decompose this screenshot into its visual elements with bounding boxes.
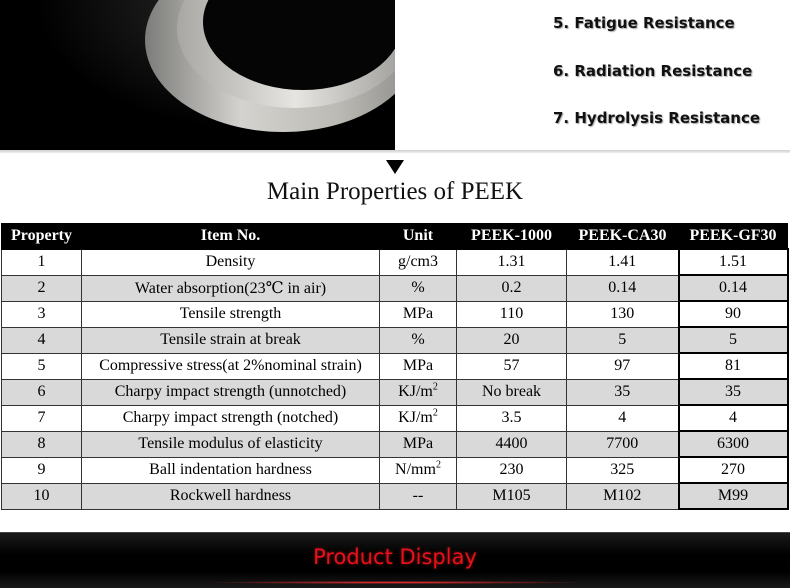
cell-item-no: Ball indentation hardness <box>82 457 380 483</box>
cell-peek-gf30: 1.51 <box>679 249 788 275</box>
cell-property: 3 <box>2 301 82 327</box>
cell-peek-ca30: 4 <box>567 405 679 431</box>
cell-peek-1000: No break <box>457 379 567 405</box>
cell-property: 7 <box>2 405 82 431</box>
cell-peek-gf30: 90 <box>679 301 788 327</box>
down-triangle-icon <box>386 160 404 174</box>
peek-ring-image <box>0 0 395 150</box>
product-display-title: Product Display <box>313 545 477 569</box>
cell-unit: MPa <box>380 301 457 327</box>
cell-unit: -- <box>380 483 457 509</box>
cell-peek-gf30: 81 <box>679 353 788 379</box>
section-divider <box>0 150 790 153</box>
table-row <box>2 327 788 353</box>
table-row <box>2 353 788 379</box>
cell-property: 8 <box>2 431 82 457</box>
cell-property: 1 <box>2 249 82 275</box>
cell-peek-1000: 0.2 <box>457 275 567 301</box>
cell-item-no: Tensile strain at break <box>82 327 380 353</box>
cell-item-no: Compressive stress(at 2%nominal strain) <box>82 353 380 379</box>
table-row <box>2 275 788 301</box>
header-item-no: Item No. <box>82 224 380 250</box>
table-row <box>2 405 788 431</box>
table-header-row <box>2 224 788 250</box>
header-unit: Unit <box>380 224 457 250</box>
top-banner <box>0 0 790 150</box>
cell-peek-1000: 4400 <box>457 431 567 457</box>
table-row <box>2 483 788 509</box>
cell-peek-1000: 3.5 <box>457 405 567 431</box>
table-row <box>2 301 788 327</box>
cell-unit: MPa <box>380 353 457 379</box>
cell-peek-1000: M105 <box>457 483 567 509</box>
header-peek-1000: PEEK-1000 <box>457 224 567 250</box>
cell-property: 9 <box>2 457 82 483</box>
cell-peek-1000: 57 <box>457 353 567 379</box>
cell-peek-ca30: 7700 <box>567 431 679 457</box>
header-peek-ca30: PEEK-CA30 <box>567 224 679 250</box>
product-display-banner <box>0 532 790 588</box>
cell-peek-1000: 110 <box>457 301 567 327</box>
cell-peek-gf30: 4 <box>679 405 788 431</box>
cell-peek-gf30: 270 <box>679 457 788 483</box>
table-row <box>2 249 788 275</box>
cell-item-no: Density <box>82 249 380 275</box>
cell-unit: MPa <box>380 431 457 457</box>
cell-peek-ca30: 1.41 <box>567 249 679 275</box>
cell-unit: $N/mm^2$ <box>380 457 457 483</box>
cell-item-no: Water absorption(23℃ in air) <box>82 275 380 301</box>
cell-peek-gf30: M99 <box>679 483 788 509</box>
cell-peek-ca30: M102 <box>567 483 679 509</box>
cell-peek-1000: 230 <box>457 457 567 483</box>
feature-fatigue-resistance: 5. Fatigue Resistance <box>553 14 735 32</box>
cell-peek-1000: 20 <box>457 327 567 353</box>
cell-unit: $KJ/m^2$ <box>380 405 457 431</box>
table-row <box>2 457 788 483</box>
cell-unit: % <box>380 275 457 301</box>
cell-peek-ca30: 97 <box>567 353 679 379</box>
cell-peek-ca30: 5 <box>567 327 679 353</box>
cell-unit: g/cm3 <box>380 249 457 275</box>
table-row <box>2 379 788 405</box>
cell-unit: % <box>380 327 457 353</box>
cell-item-no: Charpy impact strength (notched) <box>82 405 380 431</box>
cell-peek-gf30: 5 <box>679 327 788 353</box>
title-glow <box>200 581 590 584</box>
cell-property: 10 <box>2 483 82 509</box>
cell-item-no: Tensile strength <box>82 301 380 327</box>
cell-item-no: Tensile modulus of elasticity <box>82 431 380 457</box>
cell-item-no: Charpy impact strength (unnotched) <box>82 379 380 405</box>
table-body <box>2 249 788 509</box>
cell-property: 2 <box>2 275 82 301</box>
feature-radiation-resistance: 6. Radiation Resistance <box>553 62 753 80</box>
header-peek-gf30: PEEK-GF30 <box>679 224 788 250</box>
cell-peek-gf30: 35 <box>679 379 788 405</box>
cell-peek-ca30: 35 <box>567 379 679 405</box>
properties-table <box>1 223 789 510</box>
header-property: Property <box>2 224 82 250</box>
cell-peek-ca30: 325 <box>567 457 679 483</box>
cell-peek-ca30: 0.14 <box>567 275 679 301</box>
cell-property: 5 <box>2 353 82 379</box>
cell-item-no: Rockwell hardness <box>82 483 380 509</box>
feature-hydrolysis-resistance: 7. Hydrolysis Resistance <box>553 109 761 127</box>
cell-property: 6 <box>2 379 82 405</box>
table-row <box>2 431 788 457</box>
cell-peek-1000: 1.31 <box>457 249 567 275</box>
cell-property: 4 <box>2 327 82 353</box>
table-title: Main Properties of PEEK <box>266 178 524 205</box>
cell-unit: $KJ/m^2$ <box>380 379 457 405</box>
cell-peek-gf30: 0.14 <box>679 275 788 301</box>
cell-peek-ca30: 130 <box>567 301 679 327</box>
cell-peek-gf30: 6300 <box>679 431 788 457</box>
